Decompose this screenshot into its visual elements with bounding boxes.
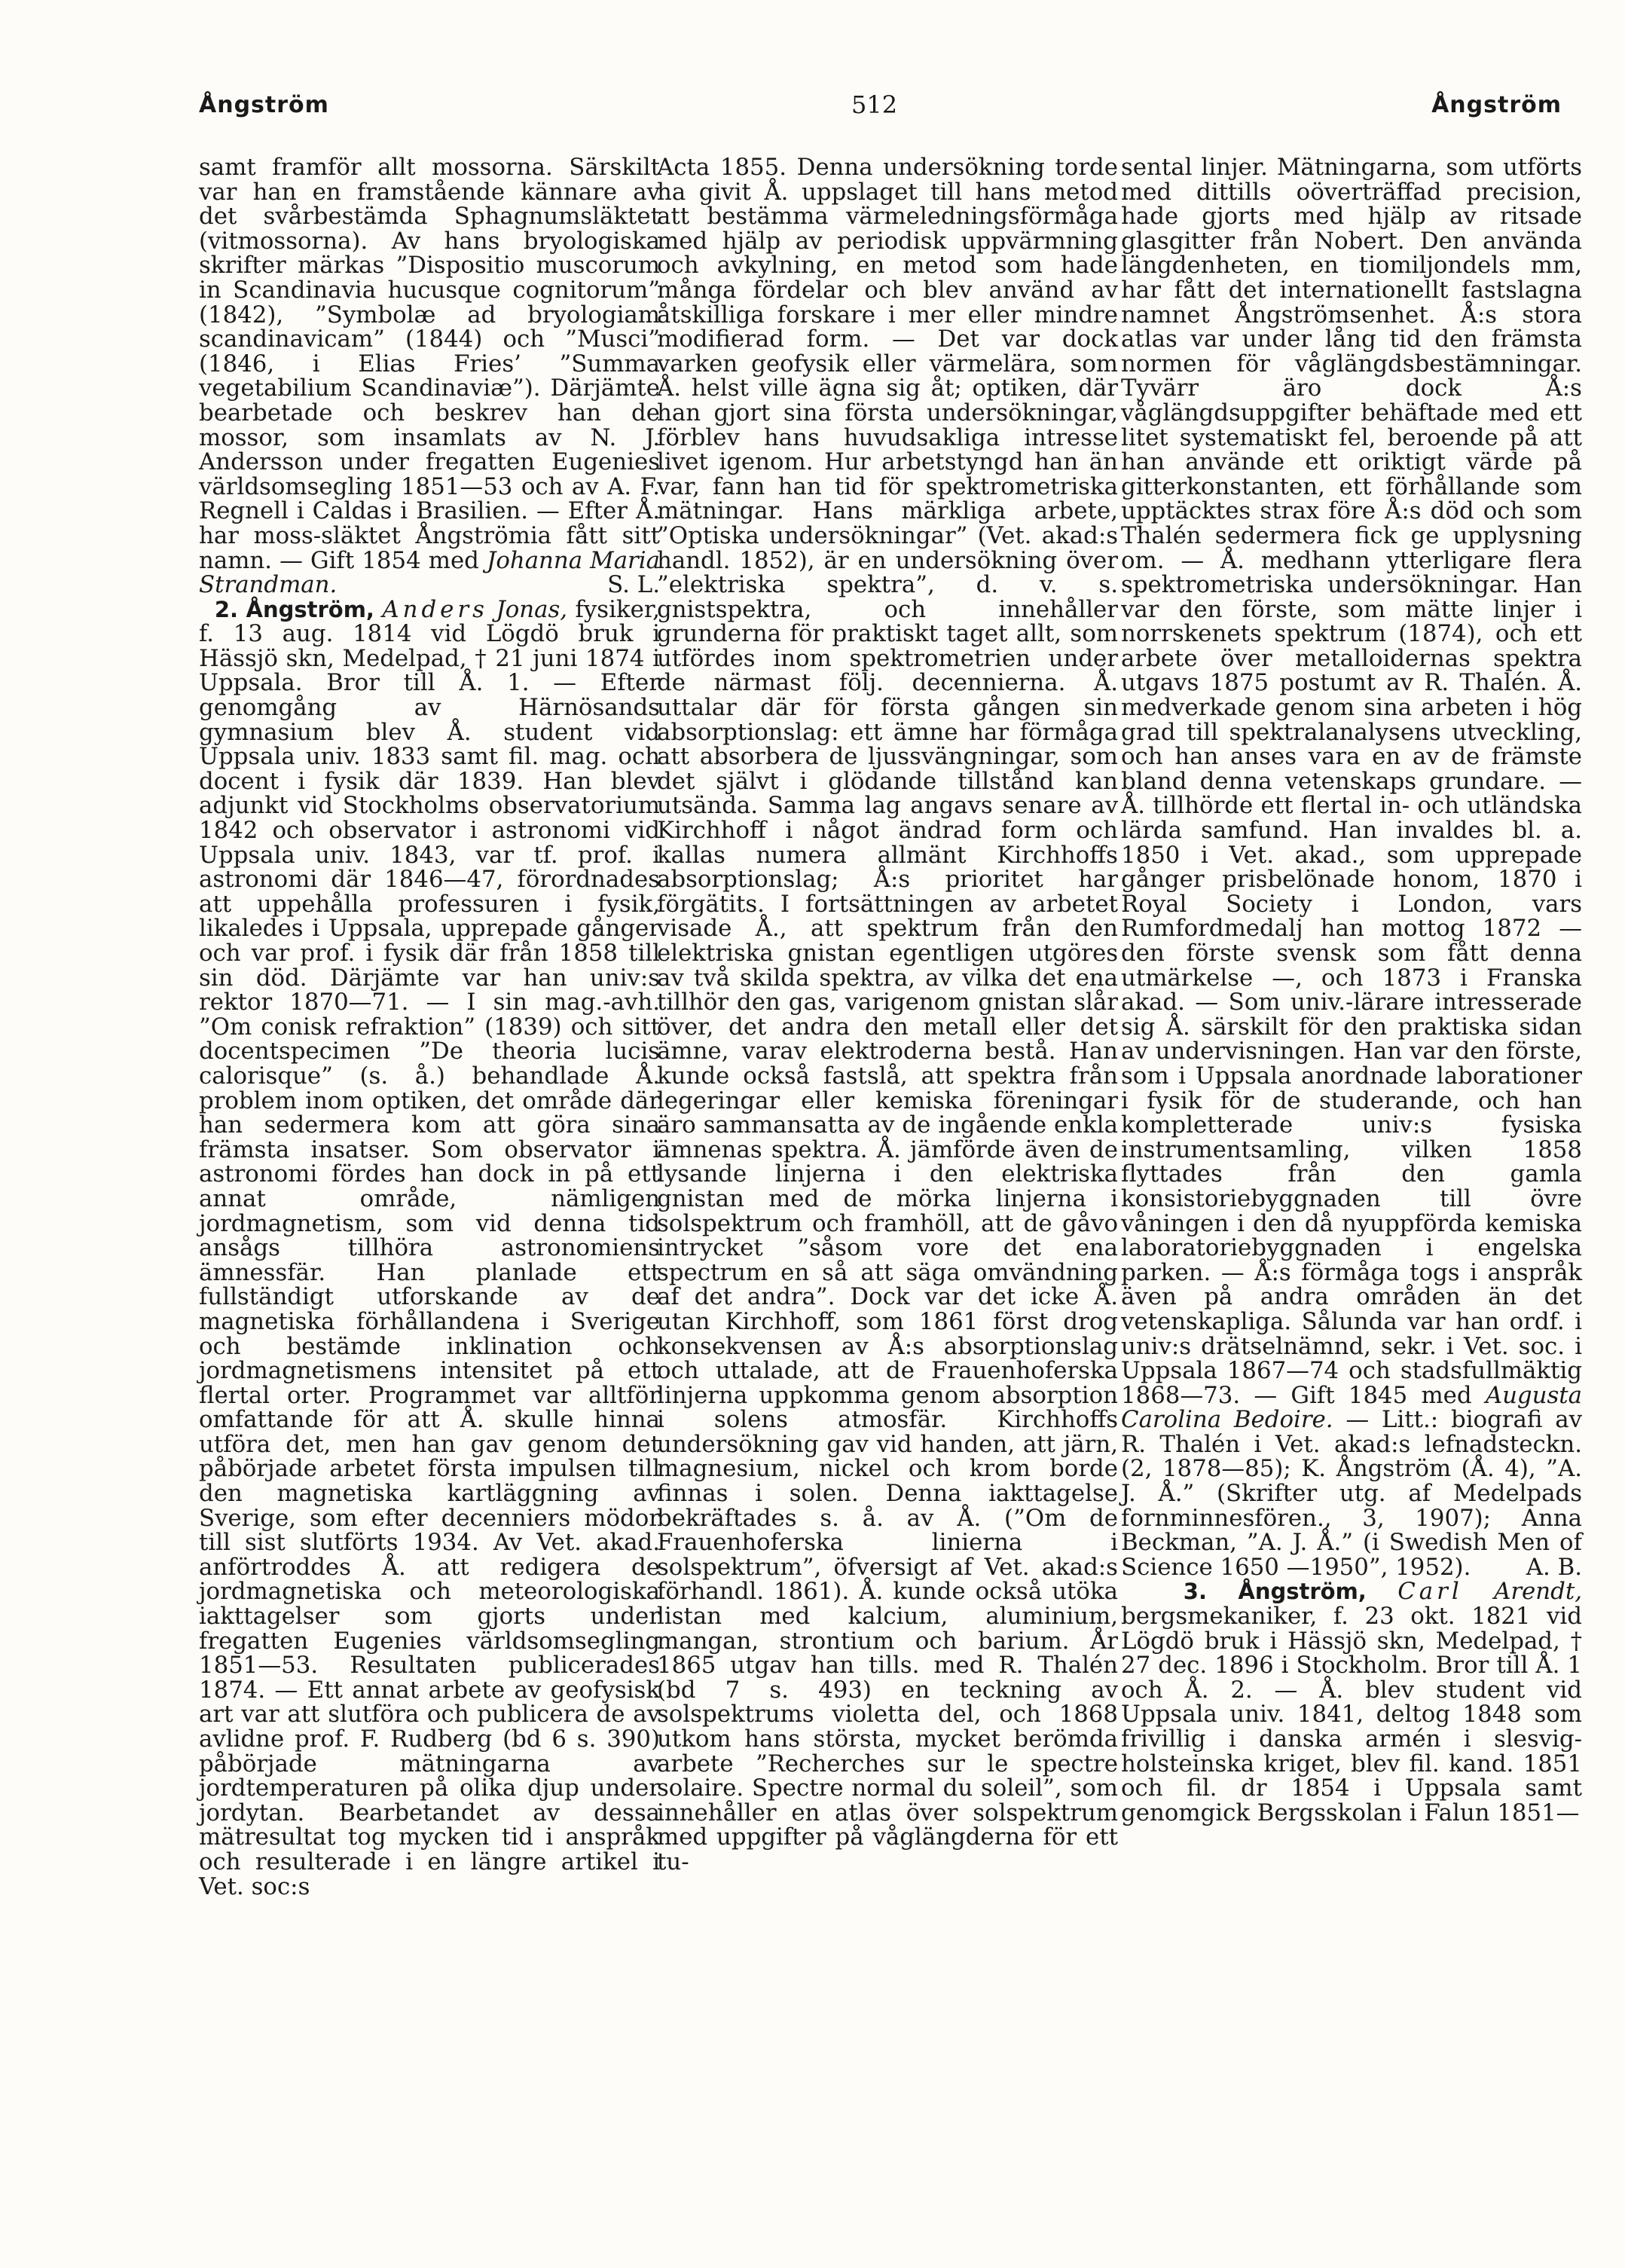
entry-text: fysiker, f. 13 aug. 1814 vid Lögdö bruk i Hässjö skn, Medelpad, † 21 juni 1874 i Uppsala. Bror till Å. 1. — Efter genomgång av Härnösands gymnasium blev Å. student vid Uppsala univ. 1833 samt fil. mag. och docent i fysik där 1839. Han blev adjunkt vid Stockholms observatorium 1842 och observator i astronomi vid Uppsala univ. 1843, var tf. prof. i astronomi där 1846—47, förordnades att uppehålla professuren i fysik, likaledes i Uppsala, upprepade gånger och var prof. i fysik där från 1858 till sin död. Därjämte var han univ:s rektor 1870—71. — I sin mag.-avh. ”Om conisk refraktion” (1839) och sitt docentspecimen ”De theoria lucis calorisque” (s. å.) behandlade Å. problem inom optiken, det område där han sedermera kom att göra sina främsta insatser. Som observator i astronomi fördes han dock in på ett annat område, nämligen jordmagnetism, som vid denna tid ansågs tillhöra astronomiens ämnessfär. Han planlade ett fullständigt utforskande av de magnetiska förhållandena i Sverige och bestämde inklination och jordmagnetismens intensitet på ett flertal orter. Programmet var alltför omfattande för att Å. skulle hinna utföra det, men han gav genom det påbörjade arbetet första impulsen till den magnetiska kartläggning av Sverige, som efter decenniers mödor till sist slutförts 1934. Av Vet. akad. anförtroddes Å. att redigera de jordmagnetiska och meteorologiska iakttagelser som gjorts under fregatten Eugenies världsomsegling 1851—53. Resultaten publicerades 1874. — Ett annat arbete av geofysisk art var att slutföra och publicera de av avlidne prof. F. Rudberg (bd 6 s. 390) påbörjade mätningarna av jordtemperaturen på olika djup under jordytan. Bearbetandet av dessa mätresultat tog mycken tid i anspråk och resulterade i en längre artikel i Vet. soc:s xyxy=(199,595,660,1900)
entry-given-name: Carl xyxy=(1397,1578,1463,1606)
entry-continuation xyxy=(199,155,660,598)
literature-references: — Litt.: biografi av R. Thalén i Vet. akad:s lefnadsteckn. (2, 1878—85); K. Ångström (Å. 4), ”A. J. Å.” (Skrifter utg. af Medelpads fornminnesfören., 3, 1907); Anna Beckman, ”A. J. Å.” (i Swedish Men of Science 1650 —1950”, 1952). xyxy=(1121,1406,1582,1581)
entry-number: 2. xyxy=(214,596,239,622)
entry-3 xyxy=(1121,1579,1582,1825)
entry-continuation xyxy=(1121,155,1582,1579)
entry-headword: Ångström, xyxy=(246,596,374,622)
entry-text: bergsmekaniker, f. 23 okt. 1821 vid Lögdö bruk i Hässjö skn, Medelpad, † 27 dec. 1896 i Stockholm. Bror till Å. 1 och Å. 2. — Å. blev student vid Uppsala univ. 1841, deltog 1848 som frivillig i danska armén i slesvig-holsteinska kriget, blev fil. kand. 1851 och fil. dr 1854 i Uppsala samt genomgick Bergsskolan i Falun 1851— xyxy=(1121,1603,1582,1826)
column-3 xyxy=(1121,155,1582,1825)
entry-text: Acta 1855. Denna undersökning torde ha givit Å. uppslaget till hans metod att bestämma värmeledningsförmåga med hjälp av periodisk uppvärmning och avkylning, en metod som hade många fördelar och blev använd av åtskilliga forskare i mer eller mindre modifierad form. — Det var dock varken geofysik eller värmelära, som Å. helst ville ägna sig åt; optiken, där han gjort sina första undersökningar, förblev hans huvudsakliga intresse livet igenom. Hur arbetstyngd han än var, fann han tid för spektrometriska mätningar. Hans märkliga arbete, ”Optiska undersökningar” (Vet. akad:s handl. 1852), är en undersökning över ”elektriska spektra”, d. v. s. gnistspektra, och innehåller grunderna för praktiskt taget allt, som utfördes inom spektrometrien under de närmast följ. decennierna. Å. uttalar där för första gången sin absorptionslag: ett ämne har förmåga att absorbera de ljussvängningar, som det självt i glödande tillstånd kan utsända. Samma lag angavs senare av Kirchhoff i något ändrad form och kallas numera allmänt Kirchhoffs absorptionslag; Å:s prioritet har förgätits. I fortsättningen av arbetet visade Å., att spektrum från den elektriska gnistan egentligen utgöres av två skilda spektra, av vilka det ena tillhör den gas, varigenom gnistan slår över, det andra den metall eller det ämne, varav elektroderna bestå. Han kunde också fastslå, att spektra från legeringar eller kemiska föreningar äro sammansatta av de ingående enkla ämnenas spektra. Å. jämförde även de lysande linjerna i den elektriska gnistan med de mörka linjerna i solspektrum och framhöll, att de gåvo intrycket ”såsom vore det ena spectrum en så att säga omvändning af det andra”. Dock var det icke Å. utan Kirchhoff, som 1861 först drog konsekvensen av Å:s absorptionslag och uttalade, att de Frauenhoferska linjerna uppkomma genom absorption i solens atmosfär. Kirchhoffs undersökning gav vid handen, att järn, magnesium, nickel och krom borde finnas i solen. Denna iakttagelse bekräftades s. å. av Å. (”Om de Frauenhoferska linierna i solspektrum”, öfversigt af Vet. akad:s förhandl. 1861). Å. kunde också utöka listan med kalcium, aluminium, mangan, strontium och barium. År 1865 utgav han tills. med R. Thalén (bd 7 s. 493) en teckning av solspektrums violetta del, och 1868 utkom hans största, mycket berömda arbete ”Recherches sur le spectre solaire. Spectre normal du soleil”, som innehåller en atlas över solspektrum med uppgifter på våglängderna för ett tu- xyxy=(657,154,1118,1875)
column-2 xyxy=(657,155,1118,1875)
author-signature: S. L. xyxy=(607,571,660,599)
entry-2 xyxy=(199,595,660,1900)
spouse-name: Augusta Carolina Bedoire. xyxy=(1121,1381,1582,1434)
running-head-left: Ångström xyxy=(199,92,329,118)
column-1 xyxy=(199,155,660,1899)
author-signature: A. B. xyxy=(1526,1553,1582,1581)
running-head-right: Ångström xyxy=(1431,92,1562,118)
page-number: 512 xyxy=(851,90,898,119)
entry-second-name: Jonas, xyxy=(496,595,568,623)
entry-second-name: Arendt, xyxy=(1494,1578,1582,1606)
entry-number: 3. xyxy=(1183,1579,1207,1605)
entry-text: samt framför allt mossorna. Särskilt var han en framstående kännare av det svårbestämda Sphagnumsläktet (vitmossorna). Av hans bryologiska skrifter märkas ”Dispositio muscorum in Scandinavia hucusque cognitorum” (1842), ”Symbolæ ad bryologiam scandinavicam” (1844) och ”Musci” (1846, i Elias Fries’ ”Summa vegetabilium Scandinaviæ”). Därjämte bearbetade och beskrev han de mossor, som insamlats av N. J. Andersson under fregatten Eugenies världsomsegling 1851—53 och av A. F. Regnell i Caldas i Brasilien. — Efter Å. har moss-släktet Ångströmia fått sitt namn. — Gift 1854 med xyxy=(199,154,660,574)
entry-text: sental linjer. Mätningarna, som utförts med dittills oöverträffad precision, hade gjorts med hjälp av ritsade glasgitter från Nobert. Den använda längdenheten, en tiomiljondels mm, har fått det internationellt fastslagna namnet Ångströmsenhet. Å:s stora atlas var under lång tid den främsta normen för våglängdsbestämningar. Tyvärr äro dock Å:s våglängdsuppgifter behäftade med ett litet systematiskt fel, beroende på att han använde ett oriktigt värde på gitterkonstanten, ett förhållande som upptäcktes strax före Å:s död och som Thalén sedermera fick ge upplysning om. — Å. medhann ytterligare flera spektrometriska undersökningar. Han var den förste, som mätte linjer i norrskenets spektrum (1874), och ett arbete över metalloidernas spektra utgavs 1875 postumt av R. Thalén. Å. medverkade genom sina arbeten i hög grad till spektralanalysens utveckling, och han anses vara en av de främste bland denna vetenskaps grundare. — Å. tillhörde ett flertal in- och utländska lärda samfund. Han invaldes bl. a. 1850 i Vet. akad., som upprepade gånger prisbelönade honom, 1870 i Royal Society i London, vars Rumfordmedalj han mottog 1872 — den förste svensk som fått denna utmärkelse —, och 1873 i Franska akad. — Som univ.-lärare intresserade sig Å. särskilt för den praktiska sidan av undervisningen. Han var den förste, som i Uppsala anordnade laborationer i fysik för de studerande, och han kompletterade univ:s fysiska instrumentsamling, vilken 1858 flyttades från den gamla konsistoriebyggnaden till övre våningen i den då nyuppförda kemiska laboratoriebyggnaden i engelska parken. — Å:s förmåga togs i anspråk även på andra områden än det vetenskapliga. Sålunda var han ordf. i univ:s drätselnämnd, sekr. i Vet. soc. i Uppsala 1867—74 och stadsfullmäktig 1868—73. — Gift 1845 med xyxy=(1121,154,1582,1409)
entry-headword: Ångström, xyxy=(1238,1579,1367,1605)
entry-given-name: Anders xyxy=(382,595,488,623)
spouse-name: Johanna Maria Strandman. xyxy=(199,546,660,599)
